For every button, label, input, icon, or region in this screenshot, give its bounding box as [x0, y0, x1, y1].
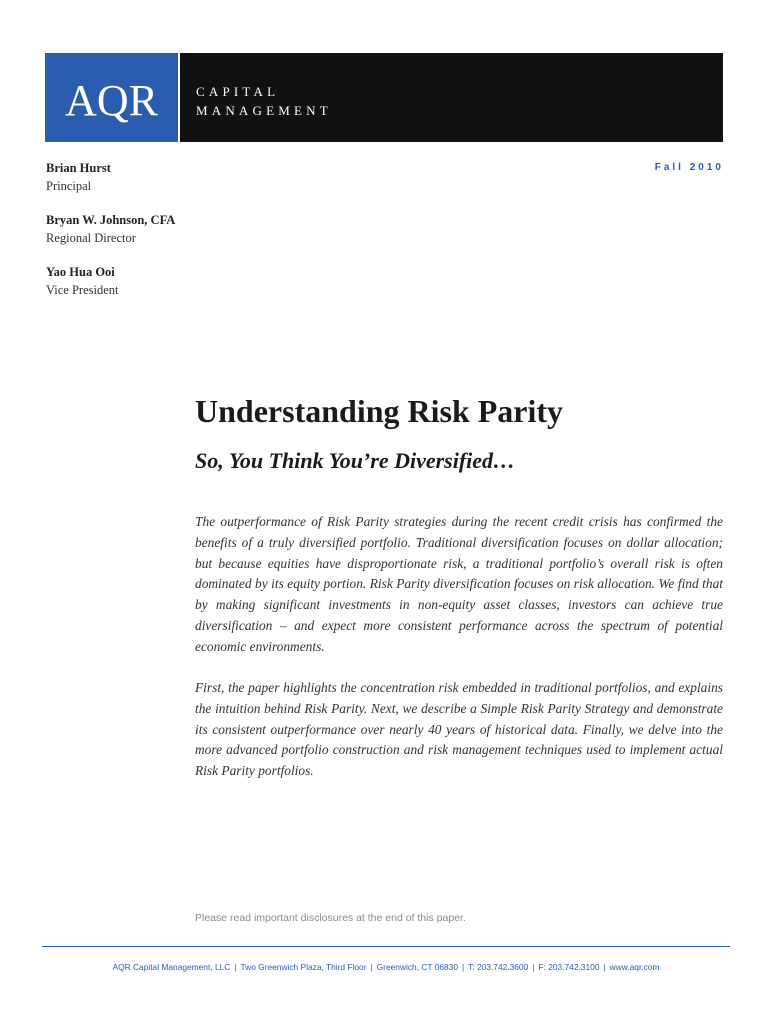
footer-separator: | [370, 962, 373, 972]
author-name: Brian Hurst [46, 161, 111, 175]
abstract [195, 512, 723, 803]
author-role: Principal [46, 179, 92, 193]
disclosure-note: Please read important disclosures at the end of this paper. [195, 912, 466, 924]
footer-separator: | [603, 962, 606, 972]
footer-separator: | [532, 962, 535, 972]
author-list [46, 160, 346, 316]
publication-date: Fall 2010 [654, 162, 724, 173]
logo-text: AQR [65, 76, 158, 125]
footer-contact [42, 962, 730, 972]
aqr-logo [45, 53, 178, 142]
company-name [196, 82, 332, 120]
abstract-paragraph: First, the paper highlights the concentration risk embedded in traditional portfolios, and explains the intuition behind Risk Parity. Next, we describe a Simple Risk Parity Strategy and demonstrate its consistent outperformance over nearly 40 years of historical data. Finally, we delve into the more advanced portfolio construction and risk management techniques used to implement actual Risk Parity portfolios. [195, 680, 723, 779]
company-line-2: MANAGEMENT [196, 103, 332, 118]
author-item [46, 160, 346, 195]
footer-separator: | [461, 962, 465, 972]
header-banner [45, 53, 723, 142]
author-item [46, 212, 346, 247]
company-line-1: CAPITAL [196, 84, 280, 99]
footer-company: AQR Capital Management, LLC [112, 962, 231, 972]
author-role: Vice President [46, 283, 119, 297]
footer-divider [42, 946, 730, 947]
logo-divider [178, 53, 180, 142]
footer-separator: | [234, 962, 237, 972]
footer-address: Two Greenwich Plaza, Third Floor [240, 962, 367, 972]
abstract-paragraph: The outperformance of Risk Parity strategies during the recent credit crisis has confirmed the benefits of a truly diversified portfolio. Traditional diversification focuses on dollar allocation; but because equities have disproportionate risk, a traditional portfolio’s overall risk is often dominated by its equity portion. Risk Parity diversification focuses on risk allocation. We find that by making significant investments in non-equity asset classes, investors can achieve true diversification – and expect more consistent performance across the spectrum of potential economic environments. [195, 514, 723, 654]
author-item [46, 264, 346, 299]
author-name: Yao Hua Ooi [46, 265, 115, 279]
footer-phone: T: 203.742.3600 [468, 962, 529, 972]
footer-fax: F: 203.742.3100 [538, 962, 600, 972]
footer-city: Greenwich, CT 06830 [376, 962, 458, 972]
paper-subtitle: So, You Think You’re Diversified… [195, 448, 516, 473]
author-role: Regional Director [46, 231, 136, 245]
footer-website-link[interactable]: www.aqr.com [609, 962, 660, 972]
paper-title: Understanding Risk Parity [195, 393, 564, 429]
author-name: Bryan W. Johnson, CFA [46, 213, 176, 227]
